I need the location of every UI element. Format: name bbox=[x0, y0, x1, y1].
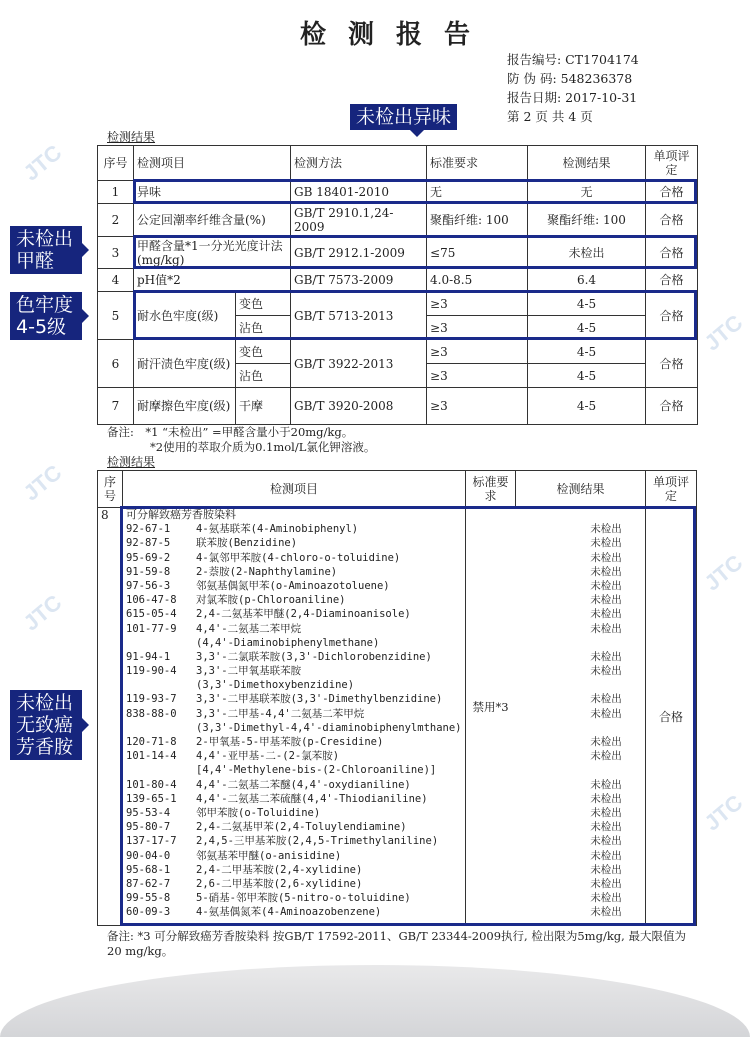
anti-fake-code: 防 伪 码: 548236378 bbox=[507, 71, 633, 86]
amine-result: 未检出 bbox=[590, 806, 622, 819]
row-result: 聚酯纤维: 100 bbox=[528, 204, 646, 237]
watermark: JTC bbox=[18, 139, 67, 186]
callout-formaldehyde: 未检出甲醛 bbox=[10, 226, 82, 274]
table-row bbox=[98, 340, 698, 364]
watermark: JTC bbox=[699, 309, 748, 356]
row-evaluation: 合格 bbox=[646, 204, 698, 237]
header-evaluation: 单项评定 bbox=[646, 146, 698, 181]
row-item: 耐汗渍色牢度(级) bbox=[134, 340, 236, 388]
amine-name: (4,4'-Diaminobiphenylmethane) bbox=[196, 636, 380, 649]
amine-name: 2,4-二甲基苯胺(2,4-xylidine) bbox=[196, 863, 363, 876]
cas-number: 101-77-9 bbox=[126, 622, 177, 635]
cas-number: 119-93-7 bbox=[126, 693, 177, 706]
cas-number: 95-69-2 bbox=[126, 551, 171, 564]
amine-name: 2,6-二甲基苯胺(2,6-xylidine) bbox=[196, 877, 363, 890]
amine-name: 2,4,5-三甲基苯胺(2,4,5-Trimethylaniline) bbox=[196, 835, 439, 848]
row-method: GB 18401-2010 bbox=[291, 181, 427, 204]
row-no: 4 bbox=[98, 269, 134, 292]
table-row bbox=[98, 388, 698, 425]
header-requirement: 标准要求 bbox=[466, 471, 516, 508]
table-row bbox=[98, 269, 698, 292]
amine-name: 邻甲苯胺(o-Toluidine) bbox=[196, 806, 321, 819]
amine-name: (3,3'-Dimethoxybenzidine) bbox=[196, 679, 355, 692]
amine-name: 4,4'-亚甲基-二-(2-氯苯胺) bbox=[196, 750, 340, 763]
amine-result: 未检出 bbox=[590, 537, 622, 550]
amine-name: 4,4'-二氨基二苯醚(4,4'-oxydianiline) bbox=[196, 778, 411, 791]
row-result: 4-5 bbox=[528, 340, 646, 364]
amine-name: 4,4'-二氨基二苯甲烷 bbox=[196, 622, 302, 635]
header-result: 检测结果 bbox=[516, 471, 646, 508]
amine-result: 未检出 bbox=[590, 608, 622, 621]
amine-result: 未检出 bbox=[590, 693, 622, 706]
row-requirement: 无 bbox=[427, 181, 528, 204]
amine-result: 未检出 bbox=[590, 565, 622, 578]
background-curve bbox=[0, 965, 750, 1037]
callout-amines: 未检出无致癌芳香胺 bbox=[10, 690, 82, 760]
amine-name: 4,4'-二氨基二苯硫醚(4,4'-Thiodianiline) bbox=[196, 792, 428, 805]
header-requirement: 标准要求 bbox=[427, 146, 528, 181]
header-no: 序号 bbox=[98, 146, 134, 181]
amine-name: 邻氨基偶氮甲苯(o-Aminoazotoluene) bbox=[196, 579, 390, 592]
row-no: 1 bbox=[98, 181, 134, 204]
row-method: GB/T 2910.1,24-2009 bbox=[291, 204, 427, 237]
row-result: 未检出 bbox=[528, 237, 646, 269]
cas-number: 92-67-1 bbox=[126, 523, 171, 536]
row-result: 无 bbox=[528, 181, 646, 204]
row-method: GB/T 3920-2008 bbox=[291, 388, 427, 425]
row-item: 异味 bbox=[134, 181, 291, 204]
amine-name: 3,3'-二甲基联苯胺(3,3'-Dimethylbenzidine) bbox=[196, 693, 443, 706]
highlight-formaldehyde bbox=[133, 235, 697, 269]
row-no: 8 bbox=[98, 508, 123, 926]
amine-result: 未检出 bbox=[590, 906, 622, 919]
row-requirement: ≥3 bbox=[427, 388, 528, 425]
row-evaluation: 合格 bbox=[646, 237, 698, 269]
row-evaluation: 合格 bbox=[646, 508, 697, 926]
header-evaluation: 单项评定 bbox=[646, 471, 697, 508]
table-row bbox=[98, 204, 698, 237]
cas-number: 99-55-8 bbox=[126, 892, 171, 905]
row-requirement: ≥3 bbox=[427, 292, 528, 316]
amine-result: 未检出 bbox=[590, 707, 622, 720]
cas-number: 95-68-1 bbox=[126, 863, 171, 876]
cas-number: 91-59-8 bbox=[126, 565, 171, 578]
amine-result: 未检出 bbox=[590, 622, 622, 635]
row-requirement: ≥3 bbox=[427, 316, 528, 340]
amine-result: 未检出 bbox=[590, 892, 622, 905]
amine-name: [4,4'-Methylene-bis-(2-Chloroaniline)] bbox=[196, 764, 437, 777]
footnote-3: 备注: *3 可分解致癌芳香胺染料 按GB/T 17592-2011、GB/T 23344-2009执行, 检出限为5mg/kg, 最大限值为20 mg/kg。 bbox=[107, 929, 686, 958]
row-no: 5 bbox=[98, 292, 134, 340]
watermark: JTC bbox=[18, 589, 67, 636]
amine-result: 未检出 bbox=[590, 835, 622, 848]
row-method: GB/T 2912.1-2009 bbox=[291, 237, 427, 269]
page-indicator: 第 2 页 共 4 页 bbox=[507, 109, 593, 124]
cas-number: 101-14-4 bbox=[126, 750, 177, 763]
row-requirement: ≥3 bbox=[427, 364, 528, 388]
amine-name: 4-氯邻甲苯胺(4-chloro-o-toluidine) bbox=[196, 551, 401, 564]
amine-result: 未检出 bbox=[590, 792, 622, 805]
cas-number: 97-56-3 bbox=[126, 579, 171, 592]
footnote-1: 备注: *1 “未检出” =甲醛含量小于20mg/kg。 bbox=[107, 425, 354, 439]
report-meta bbox=[507, 50, 639, 126]
highlight-amines bbox=[120, 506, 696, 926]
amine-name: 2,4-二氨基苯甲醚(2,4-Diaminoanisole) bbox=[196, 608, 411, 621]
highlight-odor bbox=[133, 179, 697, 204]
row-requirement: 聚酯纤维: 100 bbox=[427, 204, 528, 237]
cas-number: 60-09-3 bbox=[126, 906, 171, 919]
row-method: GB/T 3922-2013 bbox=[291, 340, 427, 388]
row-result: 4-5 bbox=[528, 388, 646, 425]
row-requirement: 4.0-8.5 bbox=[427, 269, 528, 292]
amine-result: 未检出 bbox=[590, 750, 622, 763]
row-subitem: 干摩 bbox=[236, 388, 291, 425]
header-no: 序号 bbox=[98, 471, 123, 508]
cas-number: 101-80-4 bbox=[126, 778, 177, 791]
callout-fastness: 色牢度4-5级 bbox=[10, 292, 82, 340]
row-evaluation: 合格 bbox=[646, 388, 698, 425]
header-method: 检测方法 bbox=[291, 146, 427, 181]
row-item: 耐水色牢度(级) bbox=[134, 292, 236, 340]
row-item: 甲醛含量*1一分光光度计法(mg/kg) bbox=[134, 237, 291, 269]
row-no: 3 bbox=[98, 237, 134, 269]
cas-number: 95-80-7 bbox=[126, 821, 171, 834]
amine-name: 5-硝基-邻甲苯胺(5-nitro-o-toluidine) bbox=[196, 892, 411, 905]
section-label-2: 检测结果 bbox=[107, 455, 156, 469]
row-subitem: 沾色 bbox=[236, 364, 291, 388]
cas-number: 120-71-8 bbox=[126, 736, 177, 748]
row-subitem: 变色 bbox=[236, 292, 291, 316]
cas-number: 838-88-0 bbox=[126, 707, 177, 720]
cas-number: 119-90-4 bbox=[126, 665, 177, 678]
cas-number: 87-62-7 bbox=[126, 877, 171, 890]
row-subitem: 沾色 bbox=[236, 316, 291, 340]
cas-number: 106-47-8 bbox=[126, 594, 177, 607]
header-item: 检测项目 bbox=[134, 146, 291, 181]
amine-result: 未检出 bbox=[590, 579, 622, 592]
row-requirement: ≥3 bbox=[427, 340, 528, 364]
row-result: 4-5 bbox=[528, 292, 646, 316]
amine-name: 联苯胺(Benzidine) bbox=[196, 537, 298, 550]
amine-result: 未检出 bbox=[590, 650, 622, 663]
watermark: JTC bbox=[18, 459, 67, 506]
report-number: 报告编号: CT1704174 bbox=[507, 52, 639, 67]
row-item: pH值*2 bbox=[134, 269, 291, 292]
row-evaluation: 合格 bbox=[646, 181, 698, 204]
cas-number: 92-87-5 bbox=[126, 537, 171, 550]
cas-number: 90-04-0 bbox=[126, 849, 171, 862]
amine-result: 未检出 bbox=[590, 849, 622, 862]
watermark: JTC bbox=[699, 789, 748, 836]
row-subitem: 变色 bbox=[236, 340, 291, 364]
row-result: 6.4 bbox=[528, 269, 646, 292]
footnote-2: *2使用的萃取介质为0.1mol/L氯化钾溶液。 bbox=[150, 440, 376, 454]
amine-name: 4-氨基联苯(4-Aminobiphenyl) bbox=[196, 523, 359, 536]
row-method: GB/T 5713-2013 bbox=[291, 292, 427, 340]
amine-name: (3,3'-Dimethyl-4,4'-diaminobiphenylmthane) bbox=[196, 721, 462, 734]
amine-name: 3,3'-二氯联苯胺(3,3'-Dichlorobenzidine) bbox=[196, 650, 432, 663]
row-evaluation: 合格 bbox=[646, 269, 698, 292]
amine-result: 未检出 bbox=[590, 551, 622, 564]
amine-result: 未检出 bbox=[590, 594, 622, 607]
row-no: 6 bbox=[98, 340, 134, 388]
amine-result: 未检出 bbox=[590, 821, 622, 834]
amine-name: 3,3'-二甲氧基联苯胺 bbox=[196, 665, 302, 678]
header-result: 检测结果 bbox=[528, 146, 646, 181]
amine-result: 未检出 bbox=[590, 778, 622, 791]
cas-number: 139-65-1 bbox=[126, 792, 177, 805]
callout-odor: 未检出异味 bbox=[350, 104, 457, 130]
highlight-fastness bbox=[133, 290, 697, 340]
amine-result: 未检出 bbox=[590, 877, 622, 890]
amine-name: 2-甲氧基-5-甲基苯胺(p-Cresidine) bbox=[196, 736, 384, 748]
amine-name: 2-萘胺(2-Naphthylamine) bbox=[196, 565, 338, 578]
cas-number: 137-17-7 bbox=[126, 835, 177, 848]
requirement-value: 禁用*3 bbox=[466, 700, 515, 714]
section-label: 检测结果 bbox=[107, 130, 156, 144]
cas-number: 91-94-1 bbox=[126, 650, 171, 663]
amine-result: 未检出 bbox=[590, 863, 622, 876]
amine-result: 未检出 bbox=[590, 665, 622, 678]
watermark: JTC bbox=[699, 549, 748, 596]
row-item: 公定回潮率纤维含量(%) bbox=[134, 204, 291, 237]
amine-result: 未检出 bbox=[590, 736, 622, 748]
row-result: 4-5 bbox=[528, 364, 646, 388]
amine-name: 3,3'-二甲基-4,4'二氨基二苯甲烷 bbox=[196, 707, 365, 720]
group-title: 可分解致癌芳香胺染料 bbox=[126, 508, 236, 521]
cas-number: 95-53-4 bbox=[126, 806, 171, 819]
report-title: 检测报告 bbox=[300, 20, 493, 50]
row-evaluation: 合格 bbox=[646, 292, 698, 340]
row-requirement: ≤75 bbox=[427, 237, 528, 269]
amine-result: 未检出 bbox=[590, 523, 622, 536]
amine-name: 2,4-二氨基甲苯(2,4-Toluylendiamine) bbox=[196, 821, 407, 834]
row-result: 4-5 bbox=[528, 316, 646, 340]
row-no: 7 bbox=[98, 388, 134, 425]
report-date: 报告日期: 2017-10-31 bbox=[507, 90, 638, 105]
header-item: 检测项目 bbox=[123, 471, 466, 508]
cas-number: 615-05-4 bbox=[126, 608, 177, 621]
row-no: 2 bbox=[98, 204, 134, 237]
row-evaluation: 合格 bbox=[646, 340, 698, 388]
amine-name: 邻氨基苯甲醚(o-anisidine) bbox=[196, 849, 342, 862]
row-item: 耐摩擦色牢度(级) bbox=[134, 388, 236, 425]
row-method: GB/T 7573-2009 bbox=[291, 269, 427, 292]
amine-name: 4-氨基偶氮苯(4-Aminoazobenzene) bbox=[196, 906, 382, 919]
amine-name: 对氯苯胺(p-Chloroaniline) bbox=[196, 594, 346, 607]
